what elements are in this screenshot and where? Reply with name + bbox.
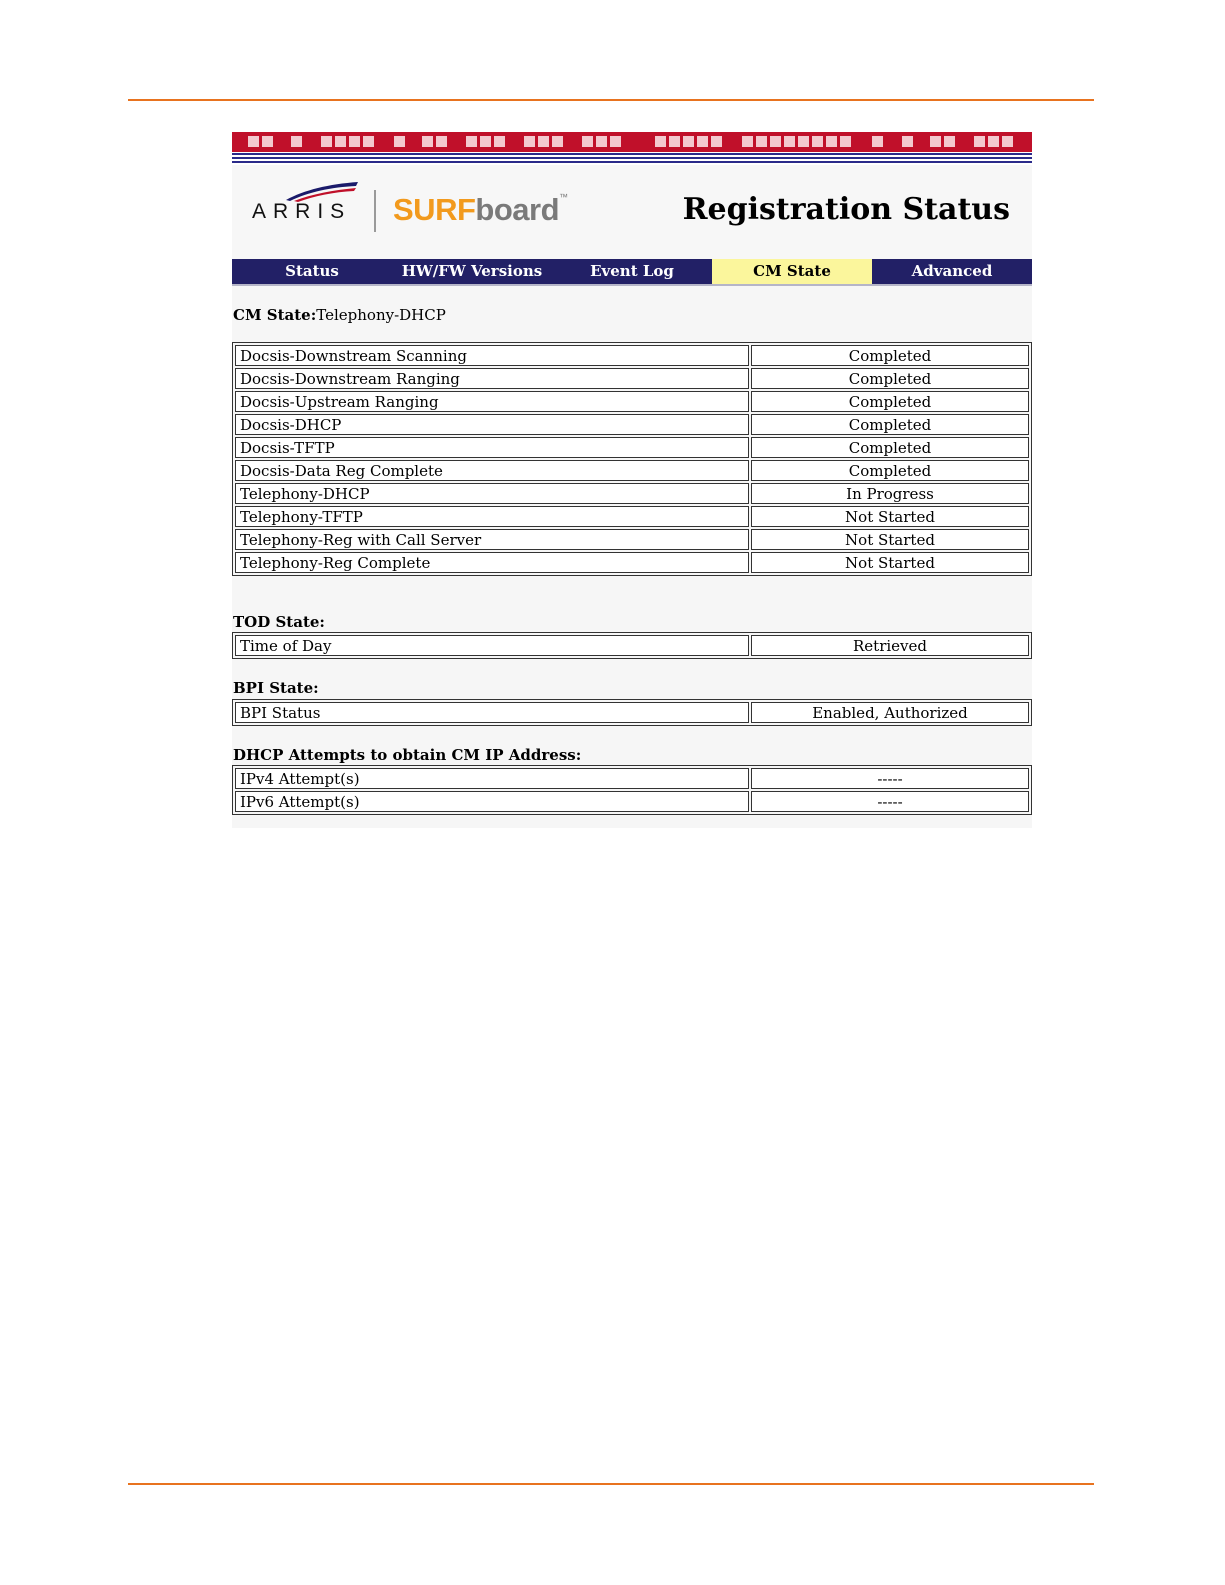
page-bottom-rule (128, 1483, 1094, 1485)
modem-web-page (232, 132, 1032, 828)
tab-event-log[interactable]: Event Log (590, 262, 674, 280)
row-status: Completed (751, 460, 1029, 481)
row-label: Telephony-TFTP (235, 506, 749, 527)
table-row (235, 414, 1029, 435)
row-status: Retrieved (751, 635, 1029, 656)
table-row (235, 391, 1029, 412)
tod-state-heading: TOD State: (233, 613, 325, 631)
bpi-state-table (232, 699, 1032, 726)
tab-status[interactable]: Status (285, 262, 339, 280)
row-label: Time of Day (235, 635, 749, 656)
tod-state-table (232, 632, 1032, 659)
table-row (235, 702, 1029, 723)
table-row (235, 635, 1029, 656)
tab-advanced[interactable]: Advanced (911, 262, 993, 280)
row-label: Docsis-DHCP (235, 414, 749, 435)
row-label: Docsis-Downstream Ranging (235, 368, 749, 389)
row-label: Docsis-TFTP (235, 437, 749, 458)
row-label: Telephony-Reg Complete (235, 552, 749, 573)
row-status: ----- (751, 768, 1029, 789)
table-row (235, 791, 1029, 812)
bpi-state-heading: BPI State: (233, 679, 319, 697)
table-row (235, 368, 1029, 389)
table-row (235, 345, 1029, 366)
row-status: Not Started (751, 552, 1029, 573)
row-label: BPI Status (235, 702, 749, 723)
row-status: In Progress (751, 483, 1029, 504)
cm-state-table (232, 342, 1032, 576)
table-row (235, 506, 1029, 527)
nav-bar (232, 259, 1032, 286)
dhcp-attempts-heading: DHCP Attempts to obtain CM IP Address: (233, 746, 582, 764)
row-status: Completed (751, 391, 1029, 412)
tab-hw-fw-versions[interactable]: HW/FW Versions (401, 262, 543, 280)
page-title: Registration Status (682, 192, 1010, 227)
row-status: Enabled, Authorized (751, 702, 1029, 723)
table-row (235, 460, 1029, 481)
row-label: Docsis-Downstream Scanning (235, 345, 749, 366)
cm-state-value: Telephony-DHCP (316, 306, 446, 324)
cm-state-line (233, 306, 446, 324)
dhcp-attempts-table (232, 765, 1032, 815)
row-status: Completed (751, 437, 1029, 458)
table-row (235, 552, 1029, 573)
decorative-banner (232, 132, 1032, 165)
row-status: Not Started (751, 506, 1029, 527)
row-label: Docsis-Upstream Ranging (235, 391, 749, 412)
arris-swoosh-icon (284, 180, 360, 202)
row-label: Telephony-Reg with Call Server (235, 529, 749, 550)
row-label: IPv4 Attempt(s) (235, 768, 749, 789)
row-status: ----- (751, 791, 1029, 812)
tab-cm-state[interactable]: CM State (712, 259, 872, 284)
row-status: Completed (751, 368, 1029, 389)
row-status: Completed (751, 414, 1029, 435)
table-row (235, 529, 1029, 550)
table-row (235, 768, 1029, 789)
table-row (235, 483, 1029, 504)
row-label: IPv6 Attempt(s) (235, 791, 749, 812)
page-top-rule (128, 99, 1094, 101)
arris-logo: ARRIS (252, 200, 352, 223)
table-row (235, 437, 1029, 458)
surfboard-logo: SURFboard™ (393, 192, 568, 227)
cm-state-label: CM State: (233, 306, 317, 324)
row-status: Not Started (751, 529, 1029, 550)
row-status: Completed (751, 345, 1029, 366)
row-label: Docsis-Data Reg Complete (235, 460, 749, 481)
row-label: Telephony-DHCP (235, 483, 749, 504)
logo-divider (374, 190, 376, 232)
